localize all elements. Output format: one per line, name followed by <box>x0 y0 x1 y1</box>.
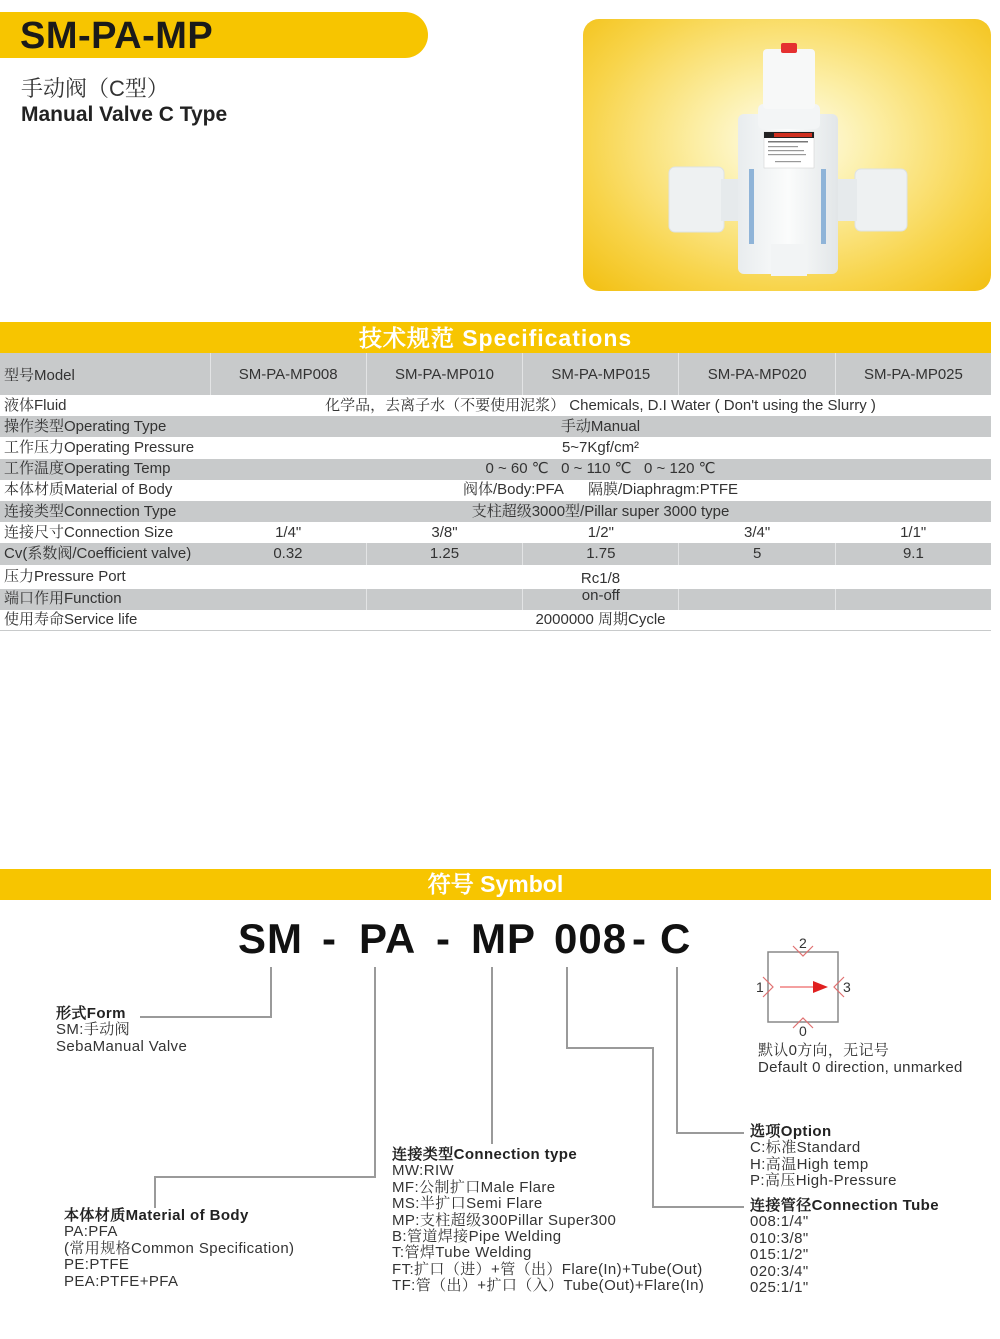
table-row <box>0 610 991 631</box>
connection-tube-legend <box>750 1198 939 1296</box>
table-row <box>0 437 991 458</box>
connection-type-line: FT:扩口（进）+管（出）Flare(In)+Tube(Out) <box>392 1260 703 1278</box>
connection-tube-line: 015:1/2" <box>750 1246 809 1264</box>
material-heading: 本体材质Material of Body <box>64 1207 249 1224</box>
connection-type-line: T:管焊Tube Welding <box>392 1244 532 1262</box>
size-value: 1/4" <box>275 523 302 541</box>
symbol-heading: 符号 Symbol <box>0 869 991 900</box>
connector-line <box>491 967 493 1144</box>
material-line: PA:PFA <box>64 1223 118 1241</box>
connector-line <box>270 967 272 1017</box>
connection-tube-line: 010:3/8" <box>750 1229 809 1247</box>
port-number-1: 1 <box>756 979 764 995</box>
row-value: 5~7Kgf/cm² <box>561 438 640 456</box>
model-column-header: SM-PA-MP008 <box>210 353 366 395</box>
table-row <box>0 543 991 564</box>
row-label: 端口作用Function <box>0 589 210 610</box>
connection-type-line: TF:管（出）+扩口（入）Tube(Out)+Flare(In) <box>392 1277 705 1295</box>
row-value: 手动Manual <box>210 416 991 437</box>
row-label: 连接尺寸Connection Size <box>4 523 174 541</box>
code-part-form: SM <box>238 915 303 962</box>
empty-cell <box>366 589 522 610</box>
size-value: 1/1" <box>900 523 927 541</box>
empty-cell <box>679 589 835 610</box>
empty-cell <box>210 589 366 610</box>
code-part-option: C <box>660 915 692 962</box>
connection-type-heading: 连接类型Connection type <box>392 1146 578 1163</box>
material-line: PEA:PTFE+PFA <box>64 1272 179 1290</box>
row-label: 连接类型Connection Type <box>0 501 210 522</box>
valve-image-icon <box>583 19 991 291</box>
form-line: SM:手动阀 <box>56 1021 131 1039</box>
subtitle-english: Manual Valve C Type <box>21 103 228 126</box>
flow-arrow-icon <box>813 981 828 993</box>
table-row <box>0 522 991 543</box>
table-row <box>0 459 991 480</box>
connector-line <box>374 967 376 1177</box>
option-line: C:标准Standard <box>750 1139 861 1157</box>
cv-value: 9.1 <box>835 543 991 564</box>
code-part-tube-size: 008 <box>554 915 628 962</box>
size-value: 3/8" <box>431 523 458 541</box>
code-dash: - <box>632 915 647 962</box>
product-photo <box>583 19 991 291</box>
model-column-header: SM-PA-MP010 <box>366 353 522 395</box>
size-value: 3/4" <box>744 523 771 541</box>
connection-type-line: MW:RIW <box>392 1162 455 1180</box>
connection-tube-line: 020:3/4" <box>750 1262 809 1280</box>
option-heading: 选项Option <box>750 1123 832 1140</box>
row-label: 液体Fluid <box>4 396 67 414</box>
row-label: 操作类型Operating Type <box>0 416 210 437</box>
size-value: 1/2" <box>587 523 614 541</box>
connector-line <box>676 1132 744 1134</box>
row-value: Rc1/8 <box>580 569 621 587</box>
cv-value: 1.75 <box>523 543 679 564</box>
connection-tube-line: 008:1/4" <box>750 1213 809 1231</box>
table-row <box>0 480 991 501</box>
connection-type-line: B:管道焊接Pipe Welding <box>392 1228 562 1246</box>
form-heading: 形式Form <box>56 1005 126 1022</box>
table-row <box>0 416 991 437</box>
row-value: on-off <box>523 589 679 610</box>
port-number-0: 0 <box>799 1023 807 1039</box>
option-line: H:高温High temp <box>750 1155 869 1173</box>
row-value: 阀体/Body:PFA 隔膜/Diaphragm:PTFE <box>462 481 739 499</box>
row-label: 工作压力Operating Pressure <box>4 438 195 456</box>
specifications-heading: 技术规范 Specifications <box>0 322 991 353</box>
port-number-2: 2 <box>799 935 807 951</box>
code-part-connection-type: MP <box>471 915 536 962</box>
row-value: 2000000 周期Cycle <box>210 610 991 631</box>
direction-note-en: Default 0 direction, unmarked <box>758 1059 963 1076</box>
connector-line <box>566 967 568 1048</box>
connection-type-legend <box>392 1147 704 1295</box>
connector-line <box>676 967 678 1133</box>
connection-tube-line: 025:1/1" <box>750 1279 809 1297</box>
option-line: P:高压High-Pressure <box>750 1172 897 1190</box>
model-column-header: SM-PA-MP025 <box>835 353 991 395</box>
connection-type-line: MS:半扩口Semi Flare <box>392 1195 543 1213</box>
row-value: 化学品，去离子水（不要使用泥浆） Chemicals, D.I Water ( Don't using the Slurry ) <box>325 396 876 414</box>
row-value: 支柱超级3000型/Pillar super 3000 type <box>210 501 991 522</box>
connector-line <box>154 1176 156 1208</box>
model-column-header: SM-PA-MP015 <box>523 353 679 395</box>
table-row <box>0 395 991 416</box>
row-label: 使用寿命Service life <box>0 610 210 631</box>
form-line: SebaManual Valve <box>56 1037 188 1055</box>
port-number-3: 3 <box>843 979 851 995</box>
material-line: (常用规格Common Specification) <box>64 1239 295 1257</box>
connection-type-line: MP:支柱超级300Pillar Super300 <box>392 1211 617 1229</box>
connection-tube-heading: 连接管径Connection Tube <box>750 1197 939 1214</box>
option-legend <box>750 1124 897 1190</box>
connection-type-line: MF:公制扩口Male Flare <box>392 1178 556 1196</box>
model-title: SM-PA-MP <box>20 15 214 57</box>
table-row <box>0 565 991 589</box>
row-label: 工作温度Operating Temp <box>0 459 210 480</box>
table-row <box>0 589 991 610</box>
table-header-row <box>0 353 991 395</box>
direction-note <box>758 1042 963 1076</box>
connector-line <box>154 1176 376 1178</box>
code-dash: - <box>436 915 451 962</box>
row-value: 0 ~ 60 ℃ 0 ~ 110 ℃ 0 ~ 120 ℃ <box>210 459 991 480</box>
code-dash: - <box>322 915 337 962</box>
form-legend <box>56 1006 187 1055</box>
row-label: 本体材质Material of Body <box>4 481 173 499</box>
empty-cell <box>835 589 991 610</box>
cv-value: 0.32 <box>210 543 366 564</box>
table-row <box>0 501 991 522</box>
specifications-table <box>0 353 991 631</box>
code-part-material: PA <box>359 915 417 962</box>
cv-value: 5 <box>679 543 835 564</box>
subtitle-chinese: 手动阀（C型） <box>21 76 169 101</box>
model-label: 型号Model <box>0 353 210 395</box>
model-column-header: SM-PA-MP020 <box>679 353 835 395</box>
connector-line <box>566 1047 654 1049</box>
row-label: 压力Pressure Port <box>4 567 126 585</box>
cv-value: 1.25 <box>366 543 522 564</box>
material-legend <box>64 1208 294 1290</box>
direction-note-cn: 默认0方向，无记号 <box>758 1042 890 1059</box>
row-label: Cv(系数阀/Coefficient valve) <box>0 543 210 564</box>
material-line: PE:PTFE <box>64 1256 130 1274</box>
